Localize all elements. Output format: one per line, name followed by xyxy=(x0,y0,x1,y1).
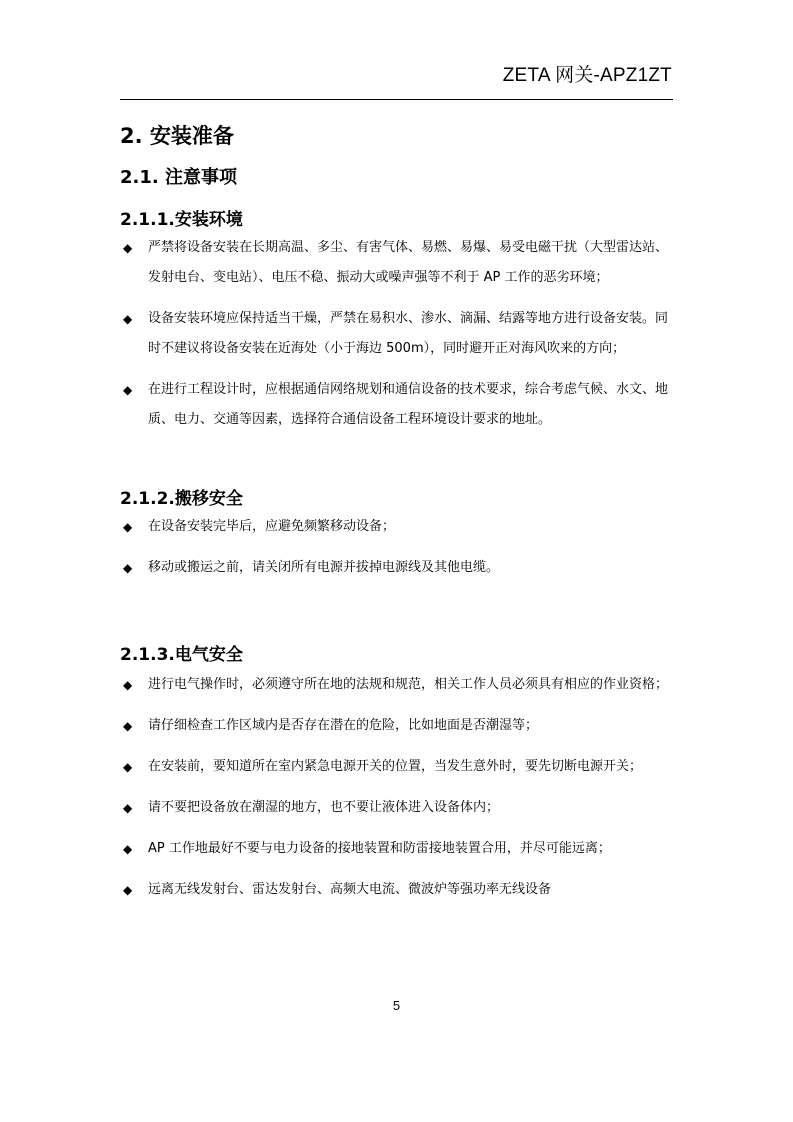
bullet-diamond-icon: ◆ xyxy=(123,842,133,856)
list-item-text: 在设备安装完毕后，应避免频繁移动设备； xyxy=(148,519,396,534)
list-item-text: 严禁将设备安装在长期高温、多尘、有害气体、易燃、易爆、易受电磁干扰（大型雷达站、发射电台、变电站）、电压不稳、振动大或噪声强等不利于 AP 工作的恶劣环境； xyxy=(148,240,669,285)
list-item-text: 请仔细检查工作区域内是否存在潜在的危险，比如地面是否潮湿等； xyxy=(148,718,539,733)
subsection-title-install-environment: 2.1.1.安装环境 xyxy=(120,210,243,230)
list-item xyxy=(120,670,680,700)
bullet-diamond-icon: ◆ xyxy=(123,241,133,255)
list-item xyxy=(120,512,680,542)
list-item xyxy=(120,752,680,782)
moving-safety-list xyxy=(120,512,680,594)
subsection-title-electrical-safety: 2.1.3.电气安全 xyxy=(120,645,243,665)
bullet-diamond-icon: ◆ xyxy=(123,760,133,774)
bullet-diamond-icon: ◆ xyxy=(123,678,133,692)
subsection-title-moving-safety: 2.1.2.搬移安全 xyxy=(120,489,243,509)
electrical-safety-list xyxy=(120,670,680,916)
list-item xyxy=(120,834,680,864)
list-item xyxy=(120,304,680,364)
list-item xyxy=(120,875,680,905)
bullet-diamond-icon: ◆ xyxy=(123,719,133,733)
header-divider xyxy=(120,99,673,100)
list-item-text: 设备安装环境应保持适当干燥，严禁在易积水、渗水、滴漏、结露等地方进行设备安装。同时不建议将设备安装在近海处（小于海边 500m），同时避开正对海风吹来的方向； xyxy=(148,311,669,356)
list-item-text: 在进行工程设计时，应根据通信网络规划和通信设备的技术要求，综合考虑气候、水文、地质、电力、交通等因素，选择符合通信设备工程环境设计要求的地址。 xyxy=(148,382,669,427)
list-item xyxy=(120,553,680,583)
list-item-text: 请不要把设备放在潮湿的地方，也不要让液体进入设备体内； xyxy=(148,800,500,815)
chapter-title: 2. 安装准备 xyxy=(120,124,234,148)
list-item xyxy=(120,233,680,293)
list-item-text: 移动或搬运之前，请关闭所有电源并拔掉电源线及其他电缆。 xyxy=(148,560,500,575)
bullet-diamond-icon: ◆ xyxy=(123,312,133,326)
list-item xyxy=(120,375,680,435)
bullet-diamond-icon: ◆ xyxy=(123,383,133,397)
list-item xyxy=(120,793,680,823)
list-item-text: AP 工作地最好不要与电力设备的接地装置和防雷接地装置合用，并尽可能远离； xyxy=(148,841,611,856)
list-item-text: 在安装前，要知道所在室内紧急电源开关的位置，当发生意外时，要先切断电源开关； xyxy=(148,759,643,774)
bullet-diamond-icon: ◆ xyxy=(123,801,133,815)
install-environment-list xyxy=(120,233,680,446)
list-item xyxy=(120,711,680,741)
list-item-text: 进行电气操作时，必须遵守所在地的法规和规范，相关工作人员必须具有相应的作业资格； xyxy=(148,677,669,692)
bullet-diamond-icon: ◆ xyxy=(123,883,133,897)
page-number: 5 xyxy=(392,998,401,1013)
header-title: ZETA 网关-APZ1ZT xyxy=(502,65,672,86)
bullet-diamond-icon: ◆ xyxy=(123,520,133,534)
bullet-diamond-icon: ◆ xyxy=(123,561,133,575)
list-item-text: 远离无线发射台、雷达发射台、高频大电流、微波炉等强功率无线设备 xyxy=(148,882,552,897)
section-title: 2.1. 注意事项 xyxy=(120,167,237,188)
